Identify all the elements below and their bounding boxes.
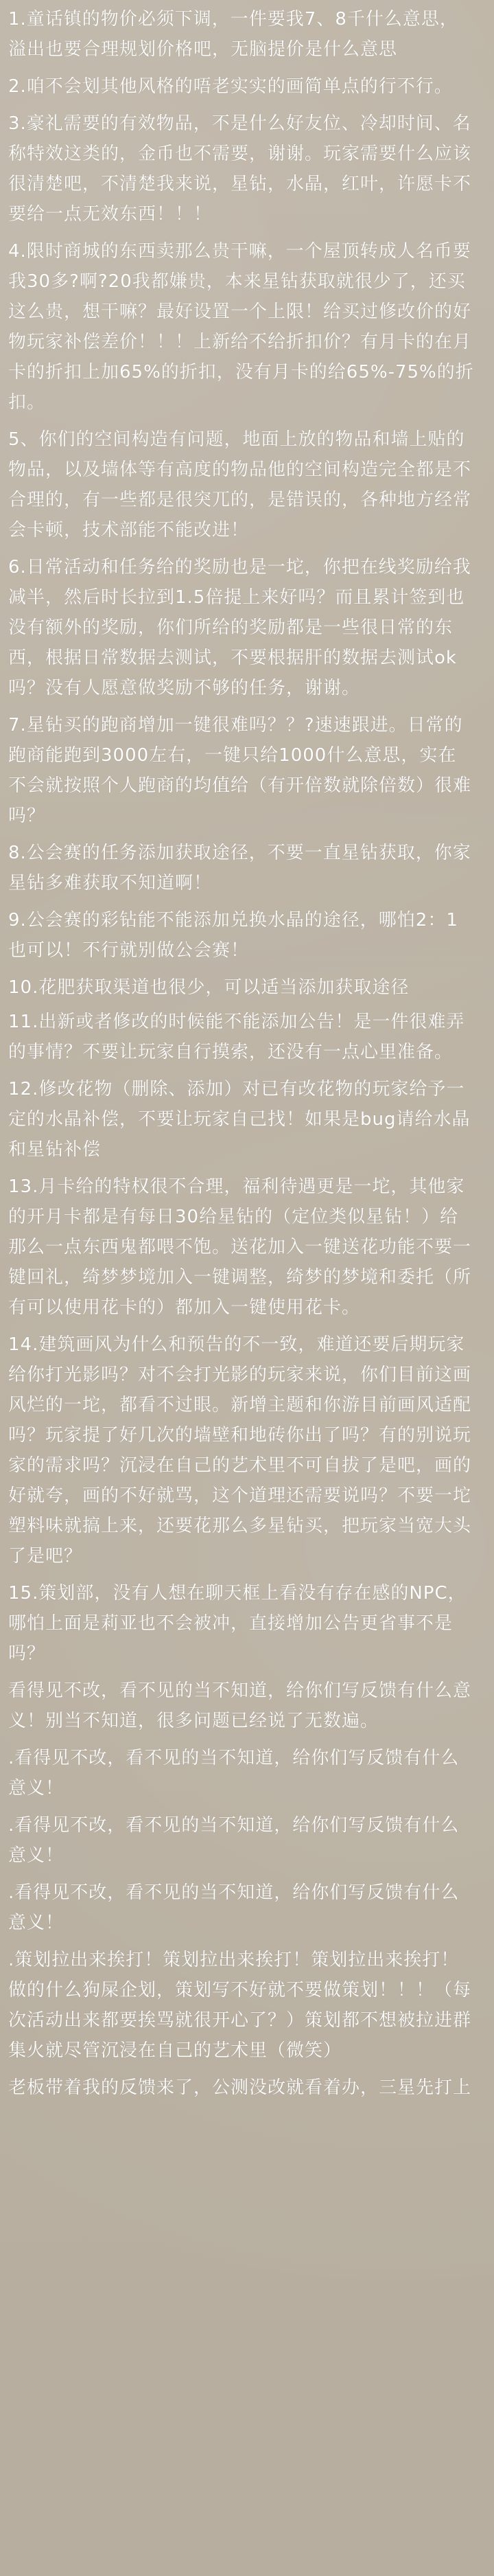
feedback-item-1: 1.童话镇的物价必须下调，一件要我7、8千什么意思，溢出也要合理规划价格吧，无脑提价是什么意思 (8, 9, 458, 60)
feedback-item-12: 12.修改花物（删除、添加）对已有改花物的玩家给予一定的水晶补偿，不要让玩家自己找！如果是bug请给水晶和星钻补偿 (8, 1079, 471, 1160)
feedback-item-4: 4.限时商城的东西卖那么贵干嘛，一个屋顶转成人名币要我30多?啊?20我都嫌贵，本来星钻获取就很少了，还买这么贵，想干嘛？最好设置一个上限！给买过修改价的好物玩家补偿差价！！！上新给不给折扣价？有月卡的在月卡的折扣上加65%的折扣，没有月卡的给65%-75%的折扣。 (8, 241, 474, 413)
feedback-item-8: 8.公会赛的任务添加获取途径，不要一直星钻获取，你家星钻多难获取不知道啊！ (8, 843, 471, 893)
feedback-item-10: 10.花肥获取渠道也很少，可以适当添加获取途径 (8, 977, 410, 998)
feedback-item-5: 5、你们的空间构造有问题，地面上放的物品和墙上贴的物品，以及墙体等有高度的物品他的空间构造完全都是不合理的，有一些都是很突兀的，是错误的，各种地方经常会卡顿，技术部能不能改进！ (8, 429, 472, 540)
feedback-note-5: .策划拉出来挨打！策划拉出来挨打！策划拉出来挨打！做的什么狗屎企划，策划写不好就不要做策划！！！（每次活动出来都要挨骂就很开心了？）策划都不想被拉进群集火就尽管沉浸在自己的艺术里（微笑） (8, 1950, 472, 2061)
feedback-note-1: 看得见不改，看不见的当不知道，给你们写反馈有什么意义！别当不知道，很多问题已经说了无数遍。 (8, 1680, 472, 1731)
feedback-note-2: .看得见不改，看不见的当不知道，给你们写反馈有什么意义！ (8, 1748, 460, 1799)
feedback-item-14: 14.建筑画风为什么和预告的不一致，难道还要后期玩家给你打光影吗？对不会打光影的玩家来说，你们目前这画风烂的一坨，都看不过眼。新增主题和你游目前画风适配吗？玩家提了好几次的墙壁和地砖你出了吗？有的别说玩家的需求吗？沉浸在自己的艺术里不可自拔了是吧，画的好就夸，画的不好就骂，这个道理还需要说吗？不要一坨塑料味就搞上来，还要花那么多星钻买，把玩家当宽大头了是吧？ (8, 1334, 472, 1566)
feedback-item-7: 7.星钻买的跑商增加一键很难吗？？?速速跟进。日常的跑商能跑到3000左右，一键只给1000什么意思，实在不会就按照个人跑商的均值给（有开倍数就除倍数）很难吗？ (8, 715, 472, 826)
feedback-item-15: 15.策划部，没有人想在聊天框上看没有存在感的NPC，哪怕上面是莉亚也不会被冲，直接增加公告更省事不是吗？ (8, 1583, 467, 1664)
feedback-item-9: 9.公会赛的彩钻能不能添加兑换水晶的途径，哪怕2：1也可以！不行就别做公会赛！ (8, 910, 458, 961)
feedback-item-3: 3.豪礼需要的有效物品，不是什么好友位、冷却时间、名称特效这类的，金币也不需要，谢谢。玩家需要什么应该很清楚吧，不清楚我来说，星钻，水晶，红叶，许愿卡不要给一点无效东西！！！ (8, 113, 472, 225)
feedback-item-2: 2.咱不会划其他风格的唔老实实的画简单点的行不行。 (8, 76, 453, 97)
feedback-item-11: 11.出新或者修改的时候能不能添加公告！是一件很难弄的事情？不要让玩家自行摸索，还没有一点心里准备。 (8, 1012, 465, 1062)
feedback-item-13: 13.月卡给的特权很不合理，福利待遇更是一坨，其他家的开月卡都是有每日30给星钻的（定位类似星钻！）给那么一点东西鬼都喂不饱。送花加入一键送花功能不要一键回礼，绮梦梦境加入一键调整，绮梦的梦境和委托（所有可以使用花卡的）都加入一键使用花卡。 (8, 1176, 472, 1318)
feedback-item-6: 6.日常活动和任务给的奖励也是一坨，你把在线奖励给我减半，然后时长拉到1.5倍提上来好吗？而且累计签到也没有额外的奖励，你们所给的奖励都是一些很日常的东西，根据日常数据去测试，不要根据肝的数据去测试ok吗？没有人愿意做奖励不够的任务，谢谢。 (8, 557, 471, 698)
feedback-note-6: 老板带着我的反馈来了，公测没改就看着办，三星先打上 (8, 2077, 472, 2098)
feedback-note-3: .看得见不改，看不见的当不知道，给你们写反馈有什么意义！ (8, 1815, 460, 1866)
feedback-note-4: .看得见不改，看不见的当不知道，给你们写反馈有什么意义！ (8, 1882, 460, 1933)
